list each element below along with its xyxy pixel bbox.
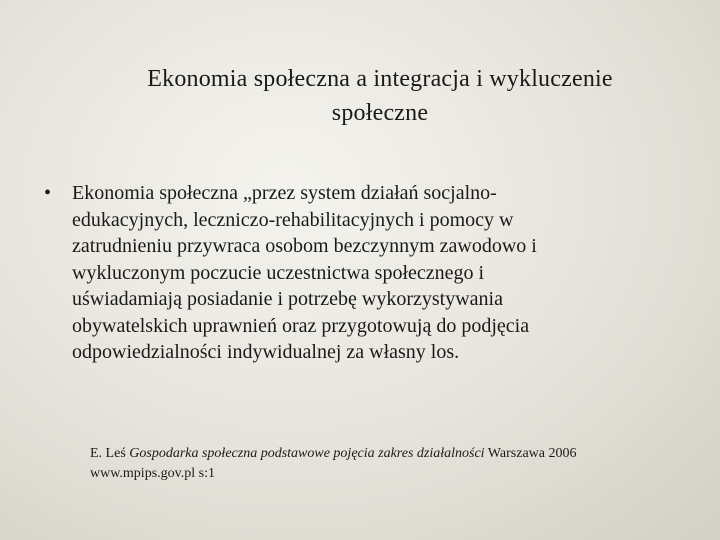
bullet-line-3: zatrudnieniu przywraca osobom bezczynnym zawodowo i <box>72 235 537 257</box>
bullet-line-2: edukacyjnych, leczniczo-rehabilitacyjnych i pomocy w <box>72 208 514 231</box>
slide-title-line-1: Ekonomia społeczna a integracja i wykluczenie <box>147 66 613 92</box>
citation-place-year: Warszawa 2006 <box>484 446 577 461</box>
bullet-line-1: Ekonomia społeczna „przez system działań socjalno- <box>72 182 497 204</box>
citation <box>90 444 710 484</box>
citation-author: E. Leś <box>90 446 130 461</box>
bullet-line-4: wykluczonym poczucie uczestnictwa społecznego i <box>72 261 485 284</box>
bullet-item <box>44 180 684 366</box>
bullet-text <box>72 180 684 366</box>
bullet-line-6: obywatelskich uprawnień oraz przygotowują do podjęcia <box>72 314 530 337</box>
citation-line-1 <box>90 444 710 464</box>
citation-source: www.mpips.gov.pl s:1 <box>90 466 215 481</box>
citation-work: Gospodarka społeczna podstawowe pojęcia zakres działalności <box>129 446 485 461</box>
bullet-icon: • <box>44 182 52 204</box>
bullet-line-5: uświadamiają posiadanie i potrzebę wykorzystywania <box>72 288 503 310</box>
slide-title-line-2: społeczne <box>331 100 429 126</box>
slide-title <box>60 62 700 130</box>
bullet-line-7: odpowiedzialności indywidualnej za własny los. <box>72 341 460 363</box>
